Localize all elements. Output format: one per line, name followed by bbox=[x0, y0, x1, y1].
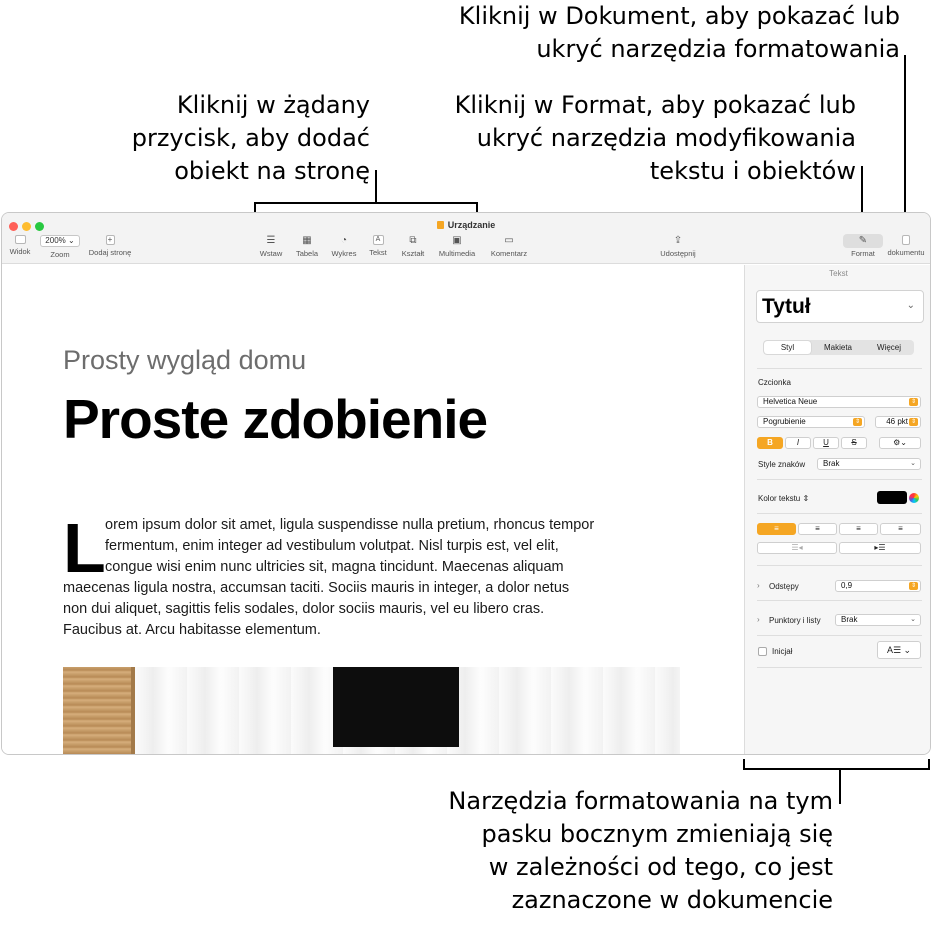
char-styles-value: Brak bbox=[823, 459, 840, 468]
bullets-value: Brak bbox=[841, 615, 858, 624]
share-label: Udostępnij bbox=[660, 249, 696, 258]
document-icon bbox=[902, 235, 910, 245]
comment-button[interactable] bbox=[487, 235, 531, 258]
chart-icon: ◔ bbox=[340, 235, 348, 246]
chevron-down-icon: ⌄ bbox=[910, 460, 916, 467]
leader-sidebar-bracket-r bbox=[928, 759, 930, 770]
popup-arrows-icon: ⇕ bbox=[854, 419, 861, 425]
insert-label: Wstaw bbox=[259, 249, 283, 258]
tab-more[interactable]: Więcej bbox=[876, 343, 901, 352]
sidebar-tabs bbox=[763, 340, 914, 355]
chevron-down-icon: ⌄ bbox=[906, 300, 915, 311]
drop-cap[interactable]: L bbox=[63, 509, 106, 587]
chart-button[interactable] bbox=[328, 235, 360, 258]
char-styles-label: Style znaków bbox=[758, 460, 806, 469]
document-subtitle[interactable]: Prosty wygląd domu bbox=[63, 345, 307, 375]
font-size-value: 46 pkt bbox=[886, 417, 908, 426]
body-line[interactable]: non dui aliquet, sagittis felis sodales, dolor sociis mauris, vel eu libero cras. bbox=[63, 601, 545, 617]
body-line[interactable]: fermentum, enim integer ad vestibulum volutpat. Nisl turpis est, vel elit, bbox=[105, 538, 559, 554]
view-label: Widok bbox=[9, 247, 31, 256]
format-sidebar bbox=[744, 265, 931, 755]
leader-insert-bracket-l bbox=[254, 202, 256, 212]
italic-button[interactable]: I bbox=[785, 437, 811, 449]
font-weight-value: Pogrubienie bbox=[763, 417, 806, 426]
add-page-icon: + bbox=[106, 235, 115, 245]
font-size-field[interactable] bbox=[875, 416, 921, 428]
bullets-label: Punktory i listy bbox=[769, 616, 821, 625]
chevron-down-icon: ⌄ bbox=[910, 616, 916, 623]
table-button[interactable] bbox=[293, 235, 321, 258]
text-button[interactable] bbox=[366, 235, 390, 257]
callout-insert-line-3: obiekt na stronę bbox=[174, 157, 370, 185]
chart-label: Wykres bbox=[331, 249, 357, 258]
text-label: Tekst bbox=[369, 248, 387, 257]
add-page-button[interactable] bbox=[84, 235, 136, 257]
paintbrush-icon: ✎ bbox=[858, 235, 868, 246]
font-name-value: Helvetica Neue bbox=[763, 397, 818, 406]
text-color-label bbox=[758, 494, 809, 503]
document-canvas[interactable] bbox=[2, 265, 744, 755]
text-box-icon: A bbox=[373, 235, 384, 245]
divider bbox=[757, 600, 922, 601]
divider bbox=[757, 368, 922, 369]
media-label: Multimedia bbox=[438, 249, 476, 258]
black-artwork bbox=[333, 667, 459, 747]
format-button[interactable] bbox=[843, 235, 883, 258]
chevron-down-icon: ⌄ bbox=[68, 236, 75, 245]
sidebar-icon bbox=[15, 235, 26, 244]
bold-button[interactable]: B bbox=[757, 437, 783, 449]
font-weight-popup[interactable] bbox=[757, 416, 865, 428]
spacing-value: 0,9 bbox=[841, 581, 853, 590]
disclosure-arrow-icon[interactable]: › bbox=[757, 615, 760, 624]
gear-icon: ⚙⌄ bbox=[893, 438, 907, 447]
divider bbox=[757, 513, 922, 514]
zoom-control[interactable] bbox=[38, 235, 82, 259]
tab-layout[interactable]: Makieta bbox=[823, 343, 852, 352]
leader-insert-bracket-h bbox=[254, 202, 478, 204]
justify-button[interactable]: ≡ bbox=[880, 523, 921, 535]
leader-sidebar-bracket-l bbox=[743, 759, 745, 770]
dropcap-style-icon: A☰ ⌄ bbox=[886, 645, 912, 655]
paragraph-style-popup[interactable] bbox=[756, 290, 924, 323]
popup-arrows-icon: ⇕ bbox=[910, 399, 917, 405]
callout-sidebar-line-1: Narzędzia formatowania na tym bbox=[448, 787, 833, 815]
share-icon: ⇪ bbox=[673, 235, 683, 246]
comment-icon: ▭ bbox=[504, 235, 514, 246]
increase-indent-button[interactable]: ▸☰ bbox=[839, 542, 921, 554]
comment-label: Komentarz bbox=[490, 249, 528, 258]
tab-style[interactable]: Styl bbox=[764, 341, 811, 354]
align-right-button[interactable]: ≡ bbox=[839, 523, 878, 535]
shape-icon: ⧉ bbox=[409, 235, 417, 246]
zoom-label: Zoom bbox=[50, 250, 70, 259]
window-title bbox=[2, 220, 930, 230]
callout-document-line-1: Kliknij w Dokument, aby pokazać lub bbox=[458, 2, 900, 30]
char-styles-popup[interactable] bbox=[817, 458, 921, 470]
text-color-label-text: Kolor tekstu bbox=[758, 494, 801, 503]
callout-format-line-2: ukryć narzędzia modyfikowania bbox=[476, 124, 856, 152]
decrease-indent-button[interactable]: ☰◂ bbox=[757, 542, 837, 554]
insert-button[interactable] bbox=[257, 235, 285, 258]
toolbar bbox=[2, 213, 930, 264]
divider bbox=[757, 565, 922, 566]
document-button[interactable] bbox=[884, 235, 928, 257]
body-line[interactable]: Faucibus at. Arcu habitasse elementum. bbox=[63, 622, 321, 638]
dropcap-checkbox[interactable] bbox=[758, 647, 767, 656]
updown-icon: ⇕ bbox=[802, 494, 810, 503]
document-title[interactable]: Proste zdobienie bbox=[63, 388, 488, 450]
callout-format-line-1: Kliknij w Format, aby pokazać lub bbox=[454, 91, 856, 119]
shape-label: Kształt bbox=[401, 249, 425, 258]
table-label: Tabela bbox=[295, 249, 319, 258]
view-button[interactable] bbox=[8, 235, 32, 256]
interior-photo[interactable] bbox=[63, 667, 680, 755]
pages-window bbox=[1, 212, 931, 755]
spacing-label: Odstępy bbox=[769, 582, 799, 591]
font-name-popup[interactable] bbox=[757, 396, 921, 408]
insert-icon: ☰ bbox=[266, 235, 276, 246]
callout-document-line-2: ukryć narzędzia formatowania bbox=[536, 35, 900, 63]
align-left-button[interactable]: ≡ bbox=[757, 523, 796, 535]
align-center-button[interactable]: ≡ bbox=[798, 523, 837, 535]
media-icon: ▣ bbox=[452, 235, 462, 246]
body-line[interactable]: orem ipsum dolor sit amet, ligula suspendisse nulla pretium, rhoncus tempor bbox=[105, 517, 595, 533]
strikethrough-button[interactable]: S bbox=[841, 437, 867, 449]
share-button[interactable] bbox=[656, 235, 700, 258]
callout-sidebar-line-3: w zależności od tego, co jest bbox=[488, 853, 833, 881]
bullets-popup[interactable] bbox=[835, 614, 921, 626]
zoom-select[interactable] bbox=[40, 235, 80, 247]
zoom-value: 200% bbox=[45, 236, 66, 245]
leader-sidebar-bracket-h bbox=[743, 768, 930, 770]
leader-insert-stem bbox=[375, 170, 377, 203]
document-label: dokumentu bbox=[887, 248, 925, 257]
body-line[interactable]: congue wisi enim nunc ultricies sit, magna tincidunt. Maecenas aliquam bbox=[105, 559, 564, 575]
font-section-label: Czcionka bbox=[758, 378, 791, 387]
divider bbox=[757, 479, 922, 480]
media-button[interactable] bbox=[435, 235, 479, 258]
popup-arrows-icon: ⇕ bbox=[910, 583, 917, 589]
text-color-swatch[interactable] bbox=[877, 491, 907, 504]
callout-format-line-3: tekstu i obiektów bbox=[649, 157, 856, 185]
callout-sidebar-line-4: zaznaczone w dokumencie bbox=[511, 886, 833, 914]
add-page-label: Dodaj stronę bbox=[88, 248, 132, 257]
pages-document-icon bbox=[437, 221, 444, 229]
sidebar-header: Tekst bbox=[829, 269, 848, 278]
text-options-button[interactable] bbox=[879, 437, 921, 449]
wooden-cabinet bbox=[63, 667, 131, 755]
divider bbox=[757, 667, 922, 668]
callout-sidebar-line-2: pasku bocznym zmieniają się bbox=[481, 820, 833, 848]
body-line[interactable]: maecenas ligula nostra, accumsan taciti. Sociis mauris in integer, a dolor netus bbox=[63, 580, 570, 596]
paragraph-style-value: Tytuł bbox=[762, 295, 811, 318]
dropcap-style-popup[interactable] bbox=[877, 641, 921, 659]
window-title-text: Urządzanie bbox=[447, 220, 496, 230]
underline-button[interactable]: U bbox=[813, 437, 839, 449]
leader-insert-bracket-r bbox=[476, 202, 478, 212]
format-label: Format bbox=[851, 249, 875, 258]
color-wheel-icon[interactable] bbox=[909, 493, 919, 503]
disclosure-arrow-icon[interactable]: › bbox=[757, 581, 760, 590]
leader-sidebar-stem bbox=[839, 768, 841, 804]
callout-insert-line-1: Kliknij w żądany bbox=[176, 91, 370, 119]
spacing-popup[interactable] bbox=[835, 580, 921, 592]
dropcap-label: Inicjał bbox=[772, 647, 793, 656]
shape-button[interactable] bbox=[397, 235, 429, 258]
stepper-icon[interactable]: ⇕ bbox=[910, 419, 917, 425]
divider bbox=[757, 635, 922, 636]
callout-insert-line-2: przycisk, aby dodać bbox=[131, 124, 370, 152]
leader-document-vertical bbox=[904, 55, 906, 235]
table-icon: ▦ bbox=[302, 235, 312, 246]
